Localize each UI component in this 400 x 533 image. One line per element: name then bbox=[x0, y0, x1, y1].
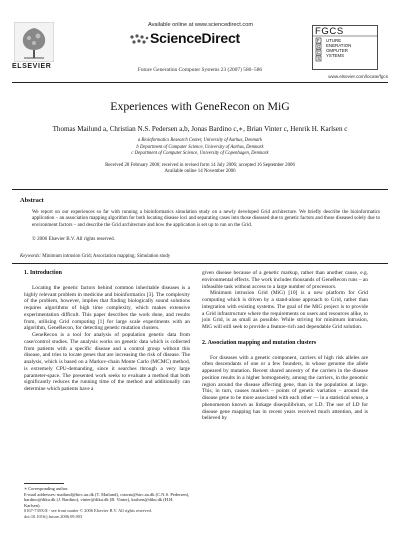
abstract-bottom-rule bbox=[12, 263, 388, 264]
affiliations bbox=[60, 138, 340, 158]
section-heading-association-mapping: 2. Association mapping and mutation clusters bbox=[202, 339, 317, 346]
abstract-top-rule bbox=[12, 189, 388, 190]
paragraph: given disease because of a genetic markup, rather than another cause, e.g. environmental effects. The work includes thousands of GeneRecon runs – an infeasible task without access to a large number of processors. bbox=[202, 270, 368, 290]
fgcs-badge-words bbox=[326, 38, 351, 58]
fgcs-badge-word: ENERATION bbox=[326, 43, 352, 49]
keywords bbox=[20, 254, 170, 259]
footnote-rule bbox=[24, 483, 64, 484]
copyright-notice: © 2006 Elsevier B.V. All rights reserved. bbox=[32, 236, 115, 242]
abstract-text: We report on our experiences so far with running a bioinformatics simulation study on a newly developed Grid architecture. We briefly describe the bioinformatics application – an association mapping algorithm for both locating disease loci and separating cases into those diseased due to genetic factors and those diseased solely due to environment factors – and describe the Grid architecture and how the application is set up to run on the Grid. bbox=[32, 209, 380, 228]
affiliation: a Bioinformatics Research Center, University of Aarhus, Denmark bbox=[137, 138, 263, 143]
paper-title: Experiences with GeneRecon on MiG bbox=[110, 99, 290, 113]
author-list: Thomas Mailund a, Christian N.S. Pedersen a,b, Jonas Bardino c,∗, Brian Vinter c, Henrik H. Karlsen c bbox=[52, 125, 348, 133]
issn-line: 0167-739X/$ - see front matter © 2006 Elsevier B.V. All rights reserved. bbox=[24, 508, 152, 513]
svg-text:C: C bbox=[317, 50, 321, 55]
elsevier-logo-text: ELSEVIER bbox=[12, 63, 52, 70]
fgcs-badge-word: OMPUTER bbox=[326, 48, 348, 54]
corresponding-author-note: ∗ Corresponding author. bbox=[24, 486, 69, 491]
paragraph: Minimum intrusion Grid (MiG) [10] is a new platform for Grid computing which is driven by a stand-alone approach to Grid, rather than integration with existing systems. The goal of the MiG project is to provide a Grid infrastructure where the requirements on users and resources alike, to join Grid, is as small as possible. While striving for minimum intrusion, MiG will still seek to provide a feature-rich and dependable Grid solution. bbox=[202, 290, 368, 330]
email-addresses: E-mail addresses: mailund@birc.au.dk (T. Mailund), cstorm@birc.au.dk (C.N.S. Pedersen), bardino@diku.dk (J. Bardino), vinter@diku.dk (B. Vinter), karlsen@diku.dk (H.H. Karlsen). bbox=[24, 491, 190, 508]
received-dates: Received 28 February 2006; received in revised form 14 July 2006; accepted 16 September 2006 bbox=[105, 163, 295, 168]
right-column bbox=[202, 270, 368, 422]
abstract-heading: Abstract bbox=[20, 197, 44, 204]
doi-line[interactable]: doi:10.1016/j.future.2006.09.003 bbox=[24, 513, 83, 519]
journal-citation: Future Generation Computer Systems 23 (2007) 580–586 bbox=[137, 67, 263, 73]
available-online-date: Available online 14 November 2006 bbox=[164, 169, 236, 175]
affiliation: c Department of Computer Science, University of Copenhagen, Denmark bbox=[131, 151, 269, 157]
article-identifiers bbox=[24, 508, 224, 519]
elsevier-tree-logo-icon bbox=[14, 22, 54, 62]
header-rule bbox=[12, 82, 388, 83]
fgcs-badge-word: UTURE bbox=[326, 38, 342, 43]
paragraph: GeneRecon is a tool for analysis of population genetic data from case/control studies. The analysis works on genetic data which is collected from patients with a specific disease and a control group without this disease, and tries to locate genes that are increasing the risk of disease. The analysis, which is based on a Markov-chain Monte Carlo (MCMC) method, is extremely CPU-demanding, since it searches through a very large parameter-space. The presented work seeks to evaluate a method that both significantly reduces the running time of the method and additionally can determine which patients have a bbox=[24, 332, 190, 392]
paragraph: For diseases with a genetic component, carriers of high risk alleles are often descendants of one or a few founders, in whose genome the allele appeared by mutation. Recent shared ancestry of the carriers in the disease position results in a higher homogeneity, among the carriers, in the genomic region around the disease affecting gene, than in the population at large. This, in turn, causes markers – points of genetic variation – around the disease gene to be more associated with each other — in a statistical sense, a phenomenon known as linkage disequilibrium, or LD. The use of LD for disease gene mapping has in recent years received much attention, and is believed by bbox=[202, 354, 368, 422]
svg-text:F: F bbox=[317, 38, 320, 43]
svg-text:S: S bbox=[317, 56, 320, 61]
fgcs-badge-title: FGCS bbox=[315, 26, 344, 37]
article-dates bbox=[40, 163, 360, 176]
affiliation: b Department of Computer Science, University of Aarhus, Denmark bbox=[136, 144, 264, 150]
keywords-list: Minimum intrusion Grid; Association mapping; Simulation study bbox=[42, 254, 171, 259]
journal-url[interactable]: www.elsevier.com/locate/fgcs bbox=[328, 74, 388, 79]
sciencedirect-logo: ScienceDirect bbox=[150, 30, 241, 46]
paragraph: Locating the genetic factors behind common inheritable diseases is a highly relevant problem in medicine and bioinformatics [3]. The complexity of the problem, however, implies that finding biologically sound solutions requires algorithms of high time complexity, which makes extensive experimentation difficult. This paper describes the work done, and results from, utilising Grid computing [1] for large scale experiments with an algorithm, GeneRecon, for detecting genetic mutation clusters. bbox=[24, 284, 190, 332]
left-column bbox=[24, 270, 190, 393]
footnote bbox=[24, 486, 190, 508]
sciencedirect-dots-icon bbox=[128, 33, 150, 47]
section-heading-introduction: 1. Introduction bbox=[24, 270, 62, 276]
available-online-text: Available online at www.sciencedirect.com bbox=[148, 22, 253, 28]
fgcs-badge-word: YSTEMS bbox=[326, 53, 345, 59]
keywords-label: Keywords: bbox=[20, 254, 42, 259]
svg-text:G: G bbox=[317, 44, 321, 49]
